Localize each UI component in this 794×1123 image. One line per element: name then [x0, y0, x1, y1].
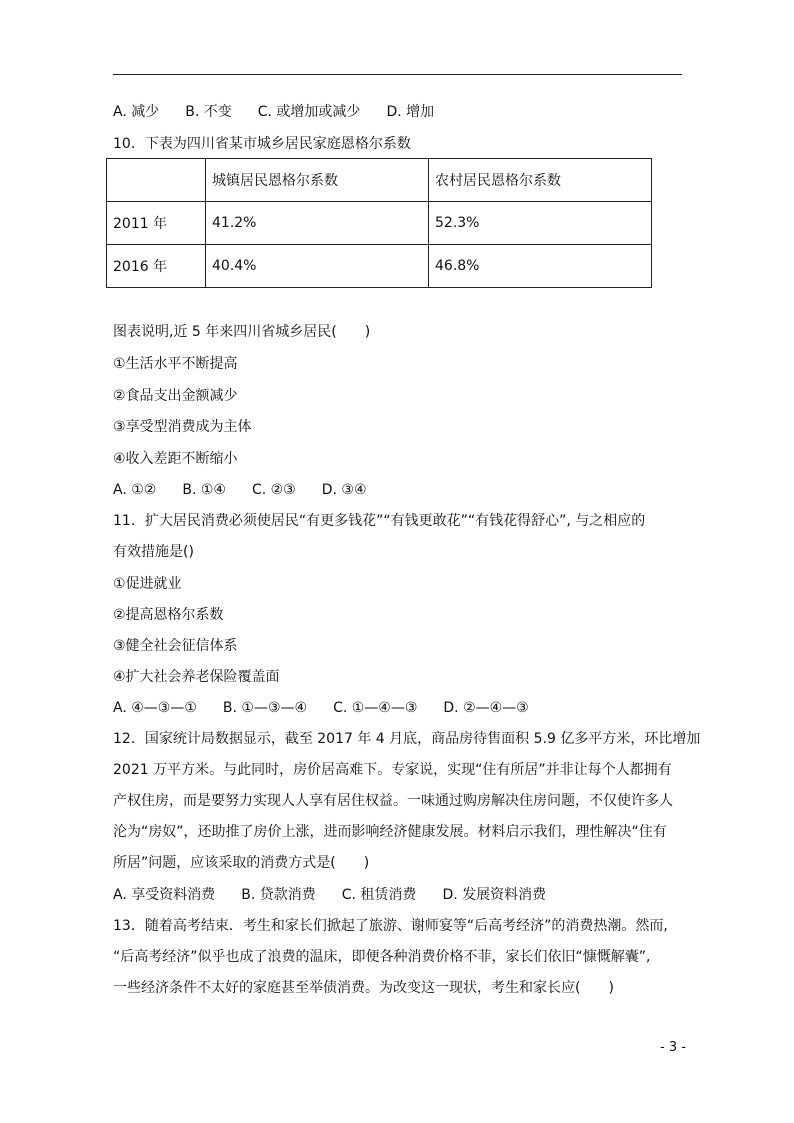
table-header-cell: [107, 159, 206, 202]
q10-option-d: D. ③④: [321, 482, 367, 498]
table-cell: 40.4%: [206, 245, 429, 288]
q9-options: [113, 102, 434, 122]
table-cell: 41.2%: [206, 202, 429, 245]
header-rule: [113, 74, 682, 75]
q10-item: ③享受型消费成为主体: [113, 419, 252, 435]
q9-option-a: A. 减少: [113, 104, 160, 120]
table-header-cell: 城镇居民恩格尔系数: [206, 159, 429, 202]
q13-stem-line: 一些经济条件不太好的家庭甚至举债消费。为改变这一现状，考生和家长应( ): [113, 980, 614, 996]
q12-option-c: C. 租赁消费: [341, 887, 417, 903]
table-header-cell: 农村居民恩格尔系数: [429, 159, 652, 202]
table-cell: 46.8%: [429, 245, 652, 288]
q12-option-a: A. 享受资料消费: [113, 887, 216, 903]
table-cell: 52.3%: [429, 202, 652, 245]
q10-item: ①生活水平不断提高: [113, 356, 238, 372]
q10-option-c: C. ②③: [251, 482, 296, 498]
q10-options: [113, 480, 367, 500]
q11-option-d: D. ②—④—③: [443, 700, 529, 716]
q10-option-a: A. ①②: [113, 482, 157, 498]
q10-stem: 10．下表为四川省某市城乡居民家庭恩格尔系数: [113, 136, 411, 152]
q12-stem-line: 产权住房，而是要努力实现人人享有居住权益。一味通过购房解决住房问题，不仅使许多人: [113, 793, 673, 809]
q11-item: ①促进就业: [113, 576, 182, 592]
q13-stem-line: 13．随着高考结束．考生和家长们掀起了旅游、谢师宴等“后高考经济”的消费热潮。然而,: [113, 918, 668, 934]
q10-option-b: B. ①④: [182, 482, 226, 498]
q11-option-a: A. ④—③—①: [113, 700, 197, 716]
q9-option-c: C. 或增加或减少: [257, 104, 361, 120]
q12-stem-line: 所居”问题，应该采取的消费方式是( ): [113, 855, 370, 871]
q12-stem-line: 沦为“房奴”，还助推了房价上涨，进而影响经济健康发展。材料启示我们，理性解决“住有: [113, 824, 667, 840]
q11-option-b: B. ①—③—④: [222, 700, 308, 716]
page-number: - 3 -: [660, 1040, 686, 1055]
q13-stem-line: “后高考经济”似乎也成了浪费的温床，即便各种消费价格不菲，家长们依旧“慷慨解囊”,: [113, 949, 651, 965]
q11-stem-line: 11．扩大居民消费必须使居民“有更多钱花”“有钱更敢花”“有钱花得舒心”, 与之相应的: [113, 513, 646, 529]
q11-options: [113, 698, 529, 718]
q11-item: ③健全社会征信体系: [113, 638, 238, 654]
q10-item: ②食品支出金额减少: [113, 388, 238, 404]
q9-option-d: D. 增加: [386, 104, 435, 120]
q11-option-c: C. ①—④—③: [333, 700, 418, 716]
q11-item: ④扩大社会养老保险覆盖面: [113, 669, 280, 685]
q12-option-d: D. 发展资料消费: [442, 887, 547, 903]
table-row: [107, 245, 652, 288]
table-cell: 2011 年: [107, 202, 206, 245]
engel-table: [106, 158, 652, 288]
q12-options: [113, 885, 546, 905]
q12-option-b: B. 贷款消费: [241, 887, 316, 903]
q9-option-b: B. 不变: [185, 104, 232, 120]
table-header-row: [107, 159, 652, 202]
q10-question: 图表说明,近 5 年来四川省城乡居民( ): [113, 324, 371, 340]
table-cell: 2016 年: [107, 245, 206, 288]
q11-item: ②提高恩格尔系数: [113, 607, 224, 623]
q12-stem-line: 2021 万平方米。与此同时，房价居高难下。专家说，实现“住有所居”并非让每个人都拥有: [113, 762, 672, 778]
table-row: [107, 202, 652, 245]
q12-stem-line: 12．国家统计局数据显示，截至 2017 年 4 月底，商品房待售面积 5.9 亿多平方米，环比增加: [113, 731, 701, 747]
q10-item: ④收入差距不断缩小: [113, 451, 238, 467]
q11-stem-line: 有效措施是(): [113, 544, 194, 560]
